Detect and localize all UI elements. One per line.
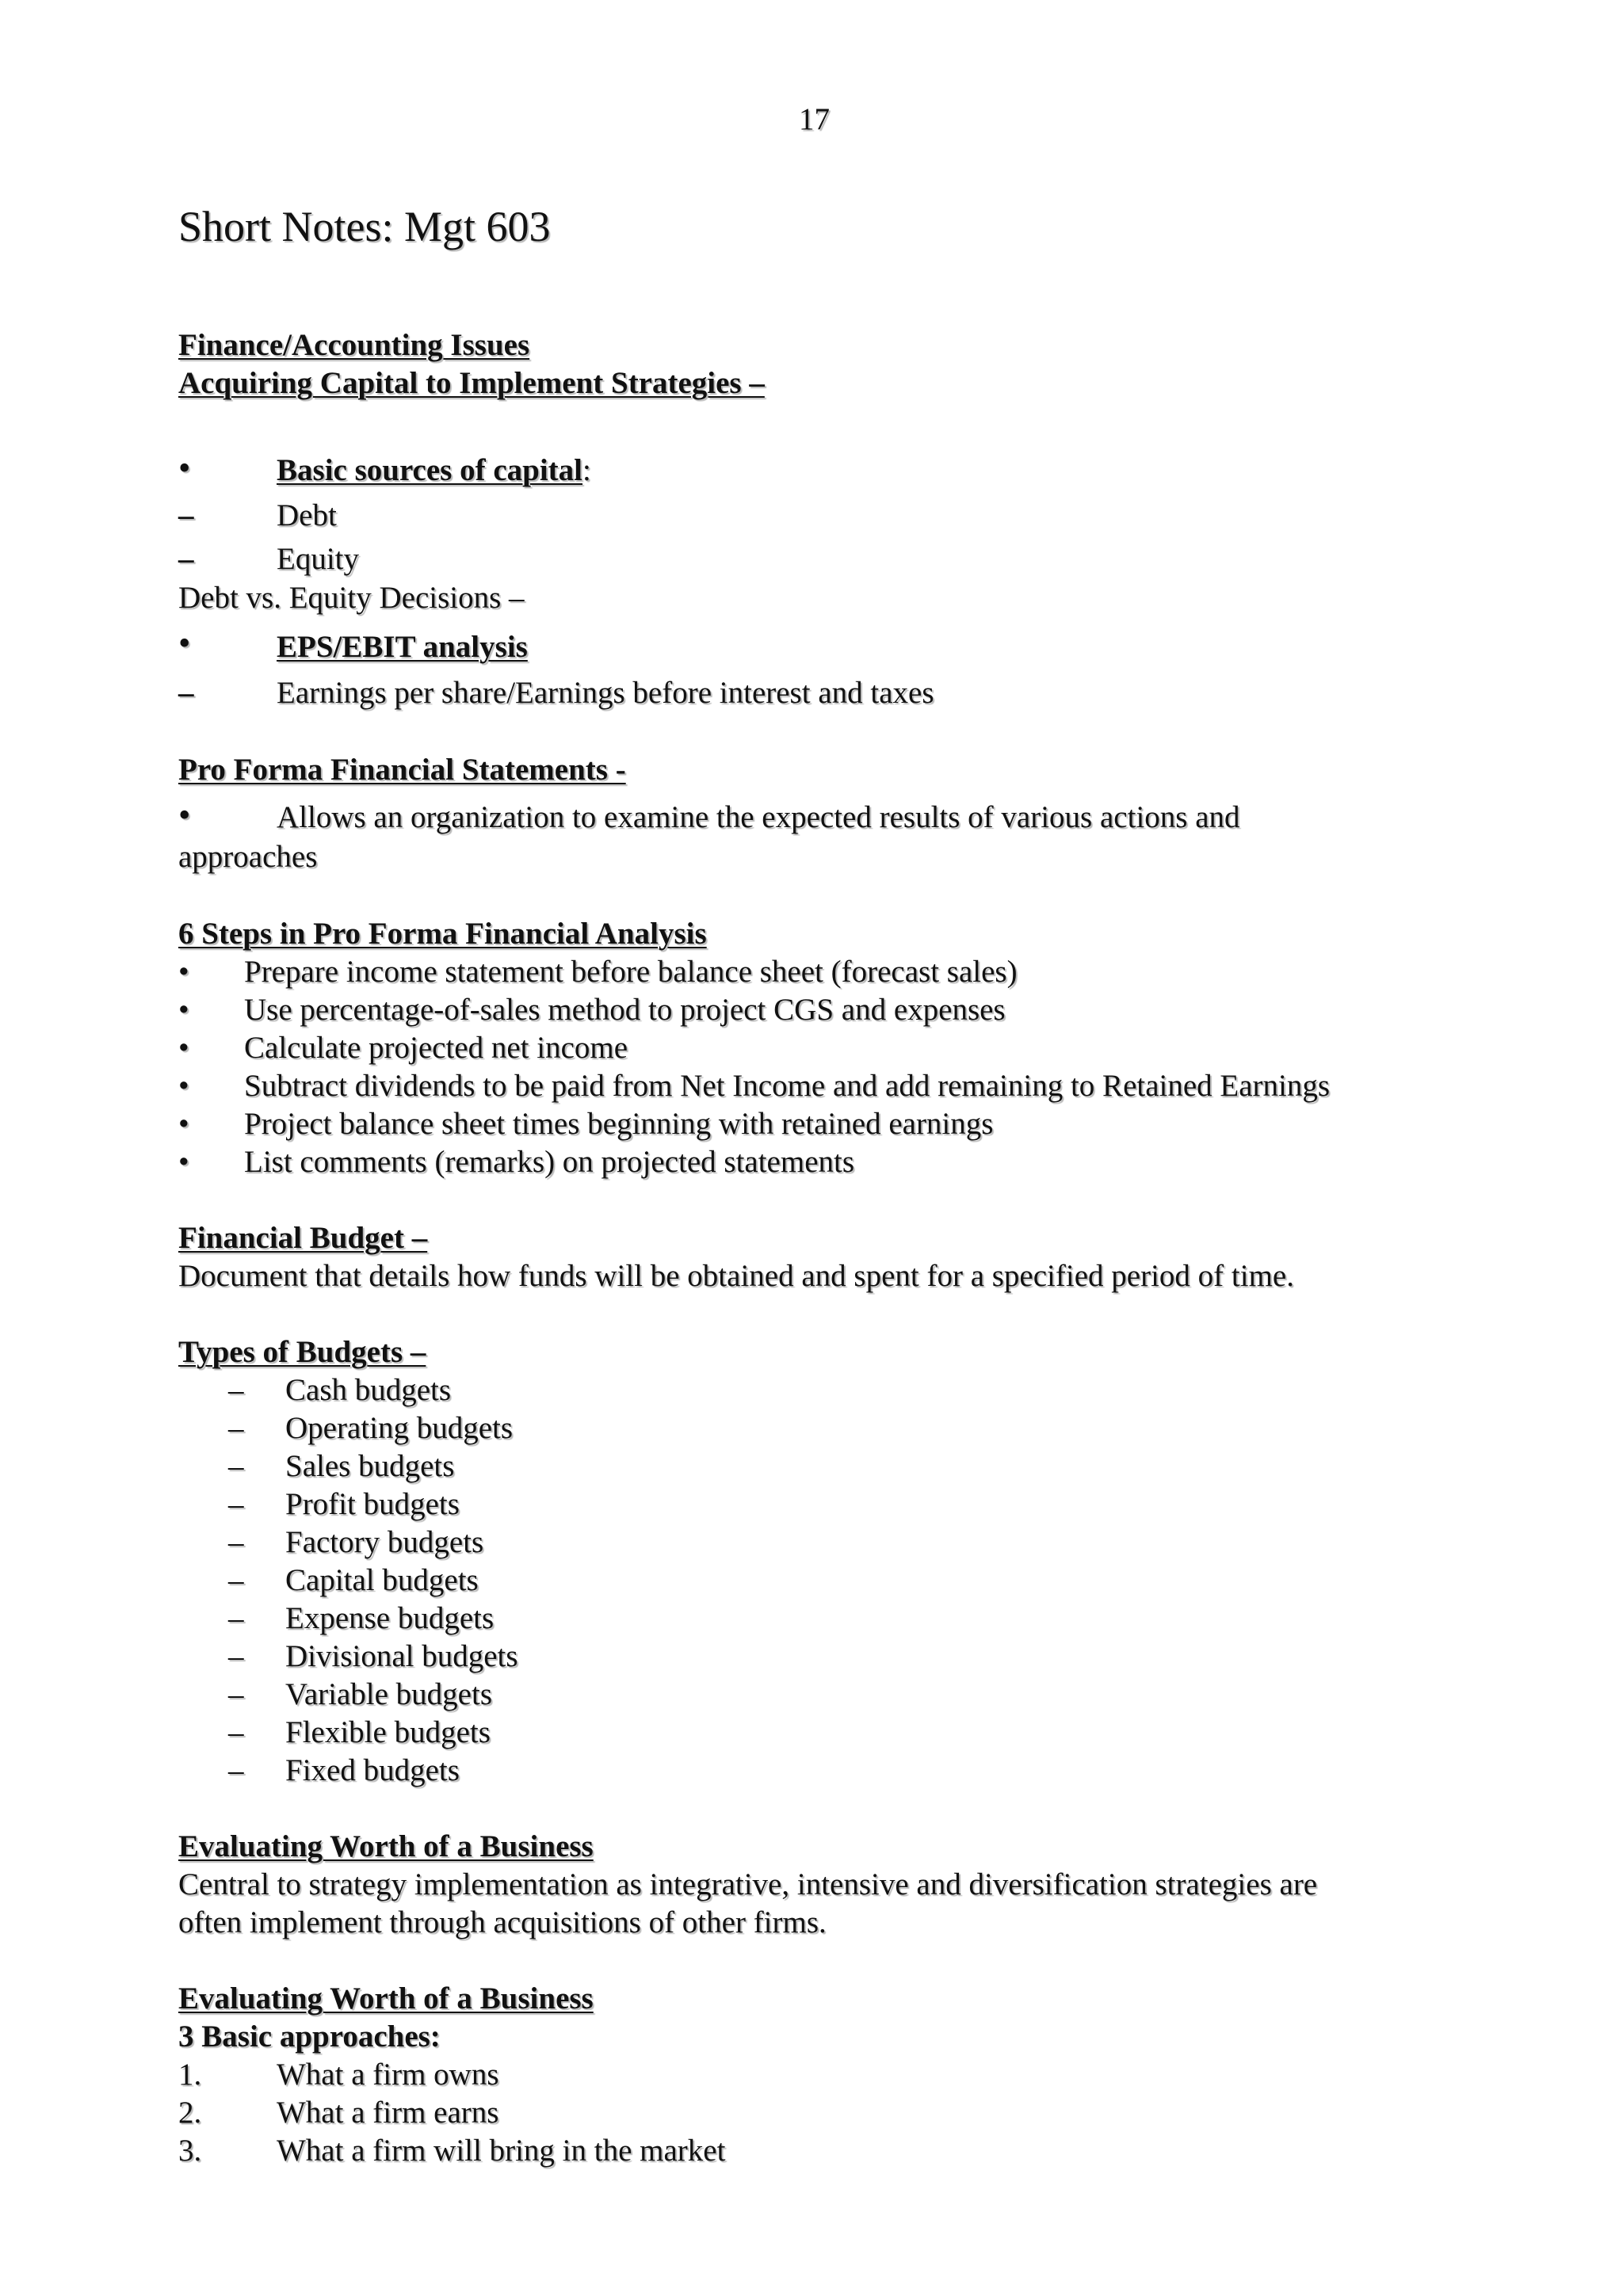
- debt-vs-equity: Debt vs. Equity Decisions –: [178, 581, 525, 615]
- evaluating-worth-text-line2: often implement through acquisitions of other firms.: [178, 1905, 827, 1939]
- step-item: Subtract dividends to be paid from Net Income and add remaining to Retained Earnings: [244, 1069, 1331, 1103]
- dash-icon: –: [228, 1525, 244, 1559]
- dash-icon: –: [228, 1373, 244, 1407]
- dash-icon: –: [228, 1449, 244, 1483]
- source-item: Debt: [277, 498, 337, 532]
- dash-icon: –: [228, 1487, 244, 1521]
- dash-icon: –: [228, 1601, 244, 1635]
- budget-type-item: Expense budgets: [285, 1601, 495, 1635]
- dash-icon: –: [228, 1563, 244, 1597]
- financial-budget-heading: Financial Budget –: [178, 1221, 428, 1255]
- step-item: Prepare income statement before balance sheet (forecast sales): [244, 955, 1018, 989]
- eps-ebit-description: Earnings per share/Earnings before interest and taxes: [277, 676, 934, 710]
- budget-type-item: Profit budgets: [285, 1487, 460, 1521]
- approach-item: What a firm will bring in the market: [277, 2134, 726, 2168]
- page-number: 17: [799, 102, 830, 136]
- financial-budget-description: Document that details how funds will be obtained and spent for a specified period of time.: [178, 1259, 1294, 1293]
- eps-ebit-label: EPS/EBIT analysis: [277, 630, 528, 664]
- dash-icon: –: [178, 498, 194, 532]
- approach-item: What a firm owns: [277, 2058, 499, 2092]
- approach-number: 1.: [178, 2058, 202, 2092]
- bullet-icon: •: [178, 1069, 189, 1103]
- dash-icon: –: [228, 1639, 244, 1673]
- evaluating-worth-heading-2: Evaluating Worth of a Business: [178, 1981, 594, 2016]
- dash-icon: –: [228, 1753, 244, 1787]
- approach-number: 2.: [178, 2096, 202, 2130]
- six-steps-heading: 6 Steps in Pro Forma Financial Analysis: [178, 917, 707, 951]
- basic-sources-label: Basic sources of capital: [277, 453, 583, 487]
- bullet-icon: •: [178, 1107, 189, 1141]
- pro-forma-heading: Pro Forma Financial Statements -: [178, 753, 626, 787]
- bullet-icon: •: [178, 1145, 189, 1179]
- pro-forma-text-line2: approaches: [178, 840, 318, 874]
- pro-forma-text-line1: Allows an organization to examine the expected results of various actions and: [277, 800, 1240, 834]
- dash-icon: –: [178, 676, 194, 710]
- step-item: Use percentage-of-sales method to project CGS and expenses: [244, 993, 1006, 1027]
- approach-item: What a firm earns: [277, 2096, 499, 2130]
- basic-sources-line: [277, 452, 591, 490]
- bullet-icon: •: [178, 624, 191, 662]
- budget-type-item: Sales budgets: [285, 1449, 455, 1483]
- dash-icon: –: [228, 1411, 244, 1445]
- types-of-budgets-heading: Types of Budgets –: [178, 1335, 426, 1369]
- dash-icon: –: [178, 542, 194, 576]
- basic-approaches-subheading: 3 Basic approaches:: [178, 2019, 441, 2054]
- budget-type-item: Flexible budgets: [285, 1715, 491, 1749]
- bullet-icon: •: [178, 993, 189, 1027]
- budget-type-item: Factory budgets: [285, 1525, 484, 1559]
- step-item: List comments (remarks) on projected statements: [244, 1145, 855, 1179]
- approach-number: 3.: [178, 2134, 202, 2168]
- budget-type-item: Fixed budgets: [285, 1753, 460, 1787]
- basic-sources-colon: :: [582, 453, 591, 487]
- step-item: Calculate projected net income: [244, 1031, 628, 1065]
- bullet-icon: •: [178, 1031, 189, 1065]
- budget-type-item: Cash budgets: [285, 1373, 452, 1407]
- budget-type-item: Capital budgets: [285, 1563, 479, 1597]
- page-title: Short Notes: Mgt 603: [178, 203, 551, 250]
- acquiring-capital-heading: Acquiring Capital to Implement Strategies –: [178, 366, 765, 400]
- budget-type-item: Variable budgets: [285, 1677, 493, 1711]
- bullet-icon: •: [178, 955, 189, 989]
- dash-icon: –: [228, 1715, 244, 1749]
- budget-type-item: Operating budgets: [285, 1411, 514, 1445]
- finance-heading: Finance/Accounting Issues: [178, 328, 530, 362]
- bullet-icon: •: [178, 448, 191, 487]
- source-item: Equity: [277, 542, 359, 576]
- step-item: Project balance sheet times beginning with retained earnings: [244, 1107, 994, 1141]
- bullet-icon: •: [178, 795, 191, 834]
- dash-icon: –: [228, 1677, 244, 1711]
- evaluating-worth-heading: Evaluating Worth of a Business: [178, 1829, 594, 1863]
- budget-type-item: Divisional budgets: [285, 1639, 518, 1673]
- evaluating-worth-text-line1: Central to strategy implementation as integrative, intensive and diversification strategies are: [178, 1867, 1318, 1901]
